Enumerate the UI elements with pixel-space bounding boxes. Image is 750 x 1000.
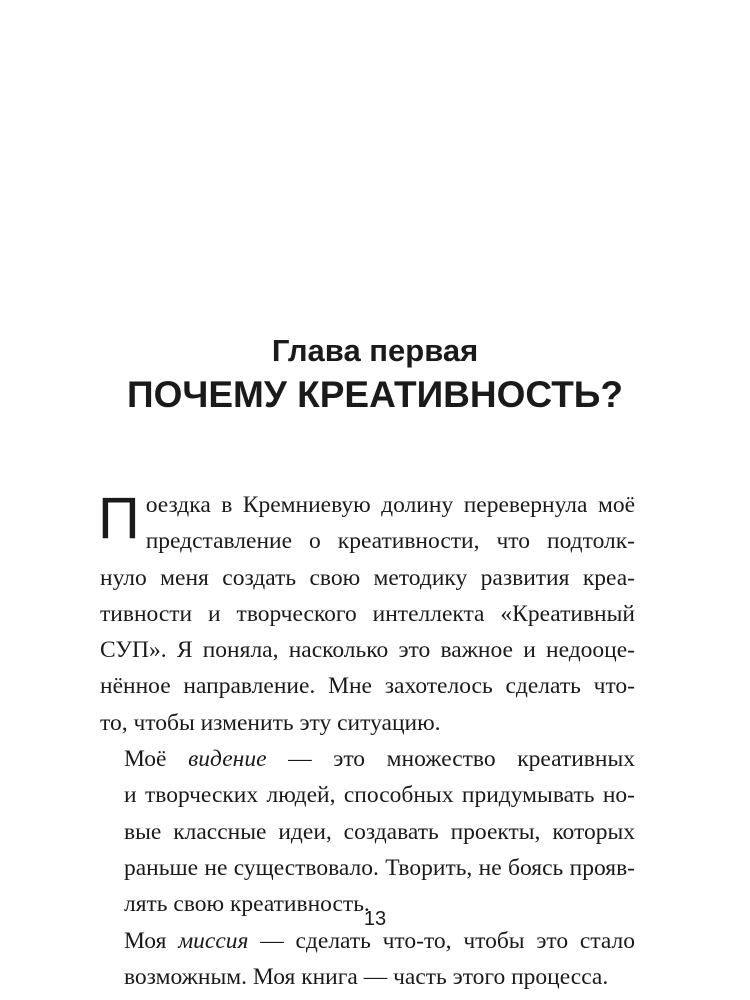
paragraph-3 [100, 923, 635, 996]
text-line [100, 741, 635, 777]
text-line: возможным. Моя книга — часть этого процесса. [124, 963, 609, 990]
emphasis-mission: миссия [178, 927, 249, 954]
text-run: — сделать что-то, чтобы это стало [248, 927, 636, 954]
chapter-number-label: Глава первая [271, 333, 479, 368]
drop-cap-letter: П [98, 486, 140, 551]
page-number: 13 [363, 908, 387, 930]
text-run: — это множество креативных [266, 746, 635, 773]
text-run: Моя [124, 927, 179, 954]
paragraph-1 [100, 487, 635, 741]
paragraph-2 [100, 741, 635, 922]
text-line: вые классные идеи, создавать проекты, которых [124, 818, 635, 845]
text-line: лять свою креативность. [124, 891, 370, 918]
text-line: оездка в Кремниевую долину перевернула моё [145, 492, 635, 518]
chapter-title: ПОЧЕМУ КРЕАТИВНОСТЬ? [127, 374, 623, 415]
text-line: представление о креативности, что подтолк- [145, 528, 635, 555]
text-line: СУП». Я поняла, насколько это важное и недооце- [100, 637, 635, 664]
text-line: нуло меня создать свою методику развития креа- [100, 564, 635, 591]
emphasis-vision: видение [188, 746, 267, 773]
text-line: раньше не существовало. Творить, не боясь прояв- [124, 854, 635, 881]
text-line: нённое направление. Мне захотелось сделать что- [100, 673, 635, 700]
text-line: то, чтобы изменить эту ситуацию. [100, 709, 441, 736]
text-line: и творческих людей, способных придумывать но- [124, 782, 635, 809]
text-line: тивности и творческого интеллекта «Креативный [100, 600, 635, 627]
text-run: Моё [124, 746, 189, 773]
